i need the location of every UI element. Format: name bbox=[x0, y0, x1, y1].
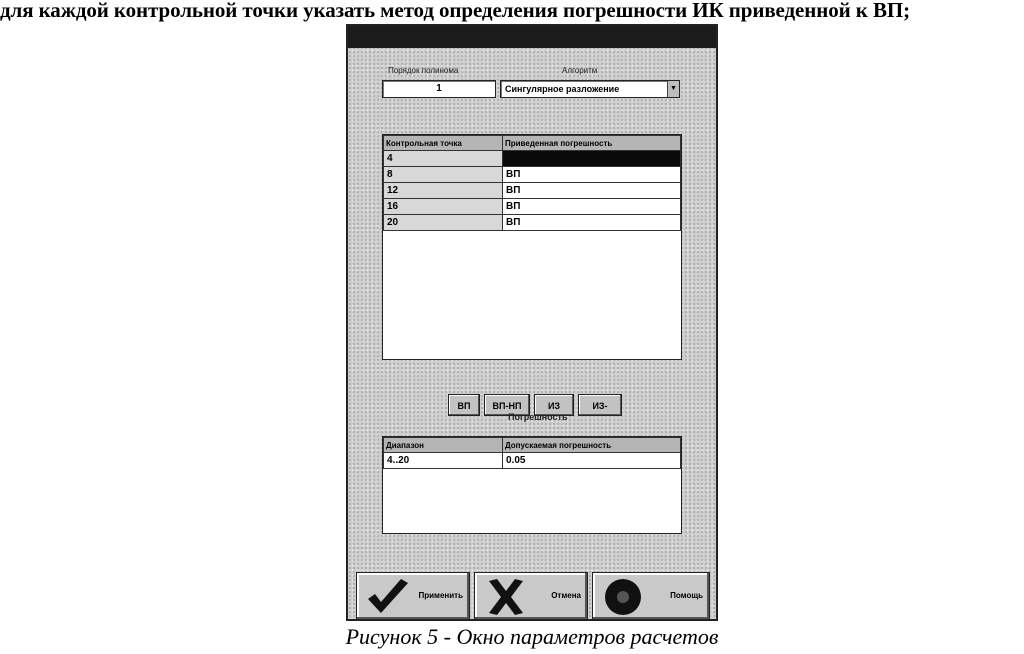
dialog-titlebar bbox=[348, 26, 716, 48]
chevron-down-icon[interactable]: ▼ bbox=[667, 81, 679, 97]
polynomial-order-value: 1 bbox=[436, 83, 442, 94]
method-vp-button[interactable]: ВП bbox=[448, 394, 480, 416]
column-header-error[interactable]: Приведенная погрешность bbox=[503, 136, 681, 151]
error-section-label: Погрешность bbox=[508, 412, 568, 422]
figure-caption: Рисунок 5 - Окно параметров расчетов bbox=[345, 624, 719, 649]
apply-label: Применить bbox=[418, 591, 463, 600]
help-button[interactable] bbox=[592, 572, 710, 620]
range-cell[interactable]: 4..20 bbox=[384, 453, 503, 469]
table-row[interactable] bbox=[384, 453, 681, 469]
algorithm-label: Алгоритм bbox=[562, 66, 598, 75]
close-icon bbox=[483, 577, 529, 617]
method-cell[interactable]: ВП bbox=[503, 199, 681, 215]
help-icon bbox=[601, 577, 647, 617]
column-header-point[interactable]: Контрольная точка bbox=[384, 136, 503, 151]
checkmark-icon bbox=[365, 577, 411, 617]
table-row[interactable] bbox=[384, 199, 681, 215]
polynomial-order-label: Порядок полинома bbox=[388, 66, 459, 75]
table-row[interactable] bbox=[384, 167, 681, 183]
instruction-text: для каждой контрольной точки указать метод определения погрешности ИК приведенной к ВП; bbox=[0, 0, 910, 22]
help-label: Помощь bbox=[670, 591, 703, 600]
table-header-row bbox=[384, 438, 681, 453]
method-cell[interactable]: ВП bbox=[503, 215, 681, 231]
cancel-button[interactable] bbox=[474, 572, 588, 620]
method-cell[interactable]: ВП bbox=[503, 167, 681, 183]
table-header-row bbox=[384, 136, 681, 151]
point-cell[interactable]: 4 bbox=[384, 151, 503, 167]
column-header-range[interactable]: Диапазон bbox=[384, 438, 503, 453]
method-vp-np-button[interactable]: ВП-НП bbox=[484, 394, 530, 416]
point-cell[interactable]: 8 bbox=[384, 167, 503, 183]
table-row[interactable] bbox=[384, 183, 681, 199]
calc-params-dialog bbox=[346, 24, 718, 621]
algorithm-value: Сингулярное разложение bbox=[505, 84, 620, 94]
method-iz-minus-button[interactable]: ИЗ- bbox=[578, 394, 622, 416]
polynomial-order-input[interactable] bbox=[382, 80, 496, 98]
cancel-label: Отмена bbox=[551, 591, 581, 600]
method-cell[interactable] bbox=[503, 151, 681, 167]
allowed-error-cell[interactable]: 0.05 bbox=[503, 453, 681, 469]
method-cell[interactable]: ВП bbox=[503, 183, 681, 199]
range-table[interactable] bbox=[382, 436, 682, 534]
point-cell[interactable]: 16 bbox=[384, 199, 503, 215]
algorithm-select[interactable] bbox=[500, 80, 680, 98]
point-cell[interactable]: 12 bbox=[384, 183, 503, 199]
apply-button[interactable] bbox=[356, 572, 470, 620]
table-row[interactable] bbox=[384, 215, 681, 231]
table-row[interactable] bbox=[384, 151, 681, 167]
control-points-table[interactable] bbox=[382, 134, 682, 360]
point-cell[interactable]: 20 bbox=[384, 215, 503, 231]
column-header-allowed-error[interactable]: Допускаемая погрешность bbox=[503, 438, 681, 453]
method-iz-button[interactable]: ИЗ bbox=[534, 394, 574, 416]
